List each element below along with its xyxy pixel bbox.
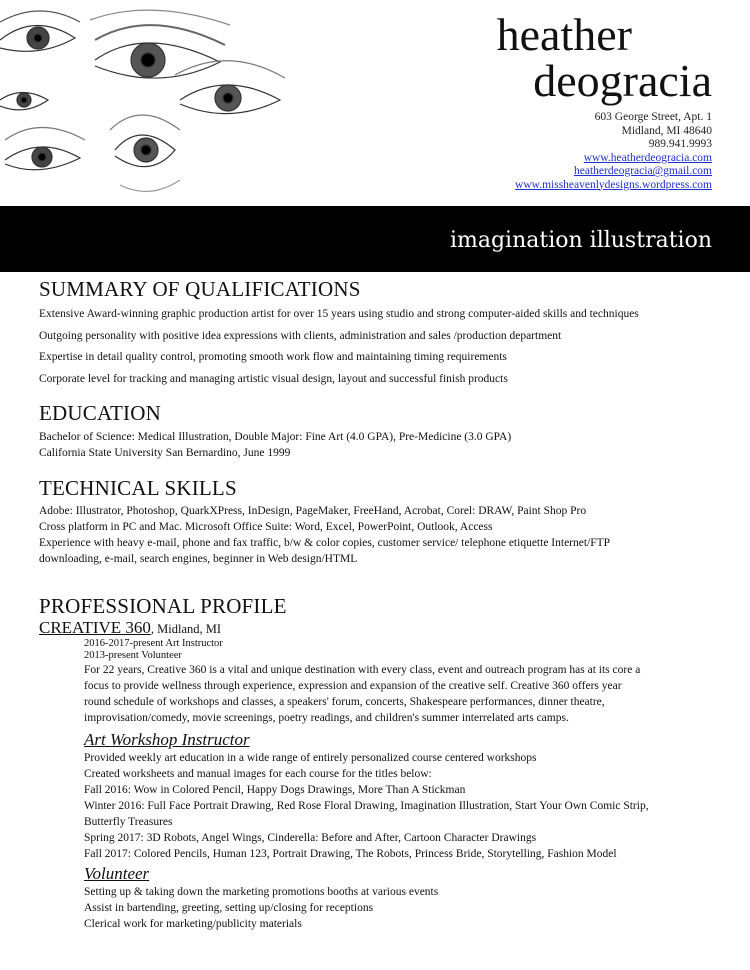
- company-line: [39, 619, 720, 638]
- resume-content: [39, 276, 720, 932]
- company-name: CREATIVE 360: [39, 618, 151, 637]
- role1-line: Created worksheets and manual images for each course for the titles below:: [84, 768, 432, 780]
- summary-item: Extensive Award-winning graphic production artist for over 15 years using studio and strong computer-aided skills and techniques: [39, 308, 639, 320]
- role-volunteer: Volunteer: [84, 864, 150, 883]
- banner-tagline: imagination illustration: [449, 228, 712, 253]
- date-line: 2013-present Volunteer: [84, 650, 182, 661]
- eye-sketch-1: [0, 11, 80, 51]
- skills-line: Experience with heavy e-mail, phone and fax traffic, b/w & color copies, customer service/ telephone etiquette Internet/FTP: [39, 537, 611, 549]
- education-line: Bachelor of Science: Medical Illustration, Double Major: Fine Art (4.0 GPA), Pre-Medicine (3.0 GPA): [39, 431, 512, 443]
- course-line: Fall 2017: Colored Pencils, Human 123, Portrait Drawing, The Robots, Princess Bride, Storytelling, Fashion Model: [84, 848, 617, 860]
- role1-details: [84, 750, 720, 862]
- contact-block: [515, 111, 712, 192]
- description-line: round schedule of workshops and classes, a speakers' forum, concerts, Shakespeare performances, dinner theatre,: [84, 696, 605, 708]
- website-link[interactable]: www.heatherdeogracia.com: [583, 151, 712, 164]
- summary-heading: SUMMARY OF QUALIFICATIONS: [39, 277, 361, 301]
- skills-block: [39, 503, 720, 567]
- skills-heading: TECHNICAL SKILLS: [39, 476, 237, 500]
- company-location: , Midland, MI: [150, 622, 222, 636]
- eye-sketch-5: [5, 128, 85, 170]
- address: 603 George Street, Apt. 1: [594, 111, 712, 123]
- role2-line: Clerical work for marketing/publicity materials: [84, 918, 302, 930]
- date-line: 2016-2017-present Art Instructor: [84, 638, 223, 649]
- email-link[interactable]: heatherdeogracia@gmail.com: [574, 165, 712, 177]
- role2-line: Assist in bartending, greeting, setting up/closing for receptions: [84, 902, 374, 914]
- role-art-instructor: Art Workshop Instructor: [84, 730, 250, 749]
- blog-link[interactable]: www.missheavenlydesigns.wordpress.com: [515, 178, 712, 191]
- course-line: Butterfly Treasures: [84, 816, 173, 828]
- summary-item: Outgoing personality with positive idea expressions with clients, administration and sales /production department: [39, 329, 562, 342]
- role2-line: Setting up & taking down the marketing promotions booths at various events: [84, 886, 439, 898]
- description-line: improvisation/comedy, movie screenings, poetry readings, and children's summer interrelated arts camps.: [84, 712, 569, 724]
- course-line: Winter 2016: Full Face Portrait Drawing, Red Rose Floral Drawing, Imagination Illustration, Start Your Own Comic Strip,: [84, 800, 649, 812]
- summary-item: Expertise in detail quality control, promoting smooth work flow and maintaining timing requirements: [39, 351, 507, 363]
- city: Midland, MI 48640: [621, 124, 712, 137]
- last-name: deogracia: [533, 55, 712, 106]
- summary-item: Corporate level for tracking and managing artistic visual design, layout and successful finish products: [39, 372, 508, 385]
- skills-line: Cross platform in PC and Mac. Microsoft Office Suite: Word, Excel, PowerPoint, Outlook, Access: [39, 521, 493, 533]
- eye-sketch-3: [0, 93, 48, 110]
- education-line: California State University San Bernardino, June 1999: [39, 447, 291, 459]
- eye-sketch-2: [90, 10, 230, 78]
- description-line: For 22 years, Creative 360 is a vital and unique destination with every class, event and outreach program has at its core a: [84, 664, 641, 676]
- header-name: [496, 9, 712, 106]
- skills-line: Adobe: Illustrator, Photoshop, QuarkXPress, InDesign, PageMaker, FreeHand, Acrobat, Corel: DRAW, Paint Shop Pro: [39, 505, 587, 517]
- eye-sketches-illustration: [0, 0, 300, 205]
- summary-list: [39, 304, 720, 390]
- company-description: [84, 662, 720, 726]
- profile-heading: PROFESSIONAL PROFILE: [39, 594, 287, 618]
- description-line: focus to provide wellness through experience, expression and expansion of the creative self. Creative 360 offers year: [84, 680, 622, 692]
- education-heading: EDUCATION: [39, 401, 161, 425]
- skills-line: downloading, e-mail, search engines, beginner in Web design/HTML: [39, 553, 358, 565]
- phone: 989.941.9993: [648, 138, 712, 150]
- role1-line: Provided weekly art education in a wide range of entirely personalized course centered workshops: [84, 752, 537, 764]
- education-block: [39, 429, 720, 461]
- eye-sketch-4: [175, 61, 285, 114]
- course-line: Fall 2016: Wow in Colored Pencil, Happy Dogs Drawings, More Than A Stickman: [84, 784, 466, 796]
- first-name: heather: [496, 9, 632, 60]
- profile-dates: [84, 638, 720, 662]
- black-banner: [0, 206, 750, 272]
- eye-sketch-6: [110, 115, 180, 191]
- course-line: Spring 2017: 3D Robots, Angel Wings, Cinderella: Before and After, Cartoon Character Drawings: [84, 832, 537, 844]
- role2-details: [84, 884, 720, 932]
